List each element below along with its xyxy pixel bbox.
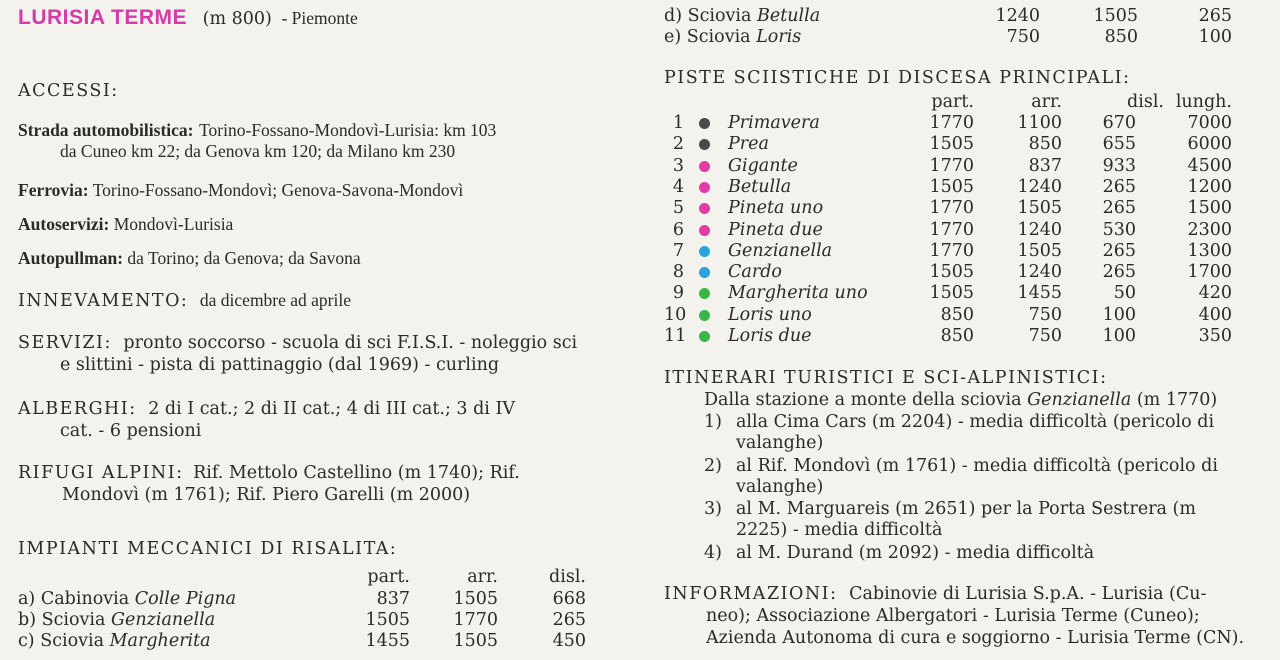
piste-row-arr: 837	[1028, 155, 1062, 176]
itinerari-item-line-1: al M. Marguareis (m 2651) per la Porta Sestrera (m	[736, 499, 1196, 519]
impianti-row-letter: e)	[664, 27, 682, 47]
piste-row-arr: 1455	[1017, 283, 1062, 304]
piste-row-lungh: 350	[1198, 326, 1232, 346]
impianti-row-label	[664, 6, 820, 27]
piste-row-number: 2	[672, 134, 684, 155]
autoservizi-line	[18, 214, 233, 235]
piste-row-lungh: 7000	[1187, 113, 1232, 133]
itinerari-item-number: 3)	[704, 499, 722, 519]
piste-row-part: 1505	[929, 176, 974, 197]
piste-row-lungh: 2300	[1187, 219, 1232, 240]
piste-row-disl: 100	[1102, 326, 1136, 346]
piste-row-lungh: 1300	[1187, 240, 1232, 261]
piste-row-name: Pineta due	[728, 219, 823, 240]
itinerari-intro	[704, 390, 1217, 411]
piste-row-disl: 50	[1113, 283, 1136, 304]
impianti-row-type: Sciovia	[41, 610, 106, 630]
piste-row-part: 1770	[929, 155, 974, 176]
impianti-row-letter: b)	[18, 610, 37, 630]
piste-row-arr: 1100	[1017, 113, 1062, 133]
ferrovia-label: Ferrovia:	[18, 180, 89, 200]
itinerari-item-line-2: valanghe)	[736, 477, 824, 497]
piste-difficulty-dot	[699, 225, 710, 236]
impianti-row-disl: 668	[552, 589, 586, 609]
impianti-col-arr: arr.	[467, 567, 498, 587]
autopullman-label: Autopullman:	[18, 248, 124, 268]
piste-row-name: Loris uno	[728, 304, 812, 325]
piste-col-disl: disl.	[1127, 92, 1164, 112]
piste-difficulty-dot	[699, 310, 710, 321]
piste-row-disl: 265	[1102, 240, 1136, 261]
impianti-row-name: Loris	[756, 27, 802, 47]
piste-row-part: 850	[940, 304, 974, 325]
impianti-heading: IMPIANTI MECCANICI DI RISALITA:	[18, 539, 398, 559]
itinerari-item-number: 2)	[704, 456, 722, 476]
impianti-row-label	[18, 589, 236, 610]
itinerari-item-line-1: alla Cima Cars (m 2204) - media difficoltà (pericolo di	[736, 412, 1215, 432]
piste-row-part: 1505	[929, 262, 974, 283]
impianti-row-type: Sciovia	[40, 631, 105, 651]
piste-row-name: Prea	[728, 134, 769, 155]
piste-difficulty-dot	[699, 161, 710, 172]
informazioni-text-3: Azienda Autonoma di cura e soggiorno - Lurisia Terme (CN).	[706, 628, 1245, 648]
piste-row-name: Margherita uno	[728, 283, 868, 304]
piste-row-disl: 655	[1102, 134, 1136, 155]
impianti-row-name: Colle Pigna	[134, 589, 237, 609]
impianti-row-arr: 1770	[453, 610, 498, 630]
impianti-row-arr: 1505	[453, 631, 498, 651]
piste-row-disl: 933	[1102, 155, 1136, 176]
impianti-row-part: 750	[1006, 27, 1040, 47]
piste-row-arr: 1240	[1017, 176, 1062, 197]
impianti-col-disl: disl.	[549, 567, 586, 587]
itinerari-heading: ITINERARI TURISTICI E SCI-ALPINISTICI:	[664, 368, 1108, 388]
innevamento-text: da dicembre ad aprile	[199, 290, 352, 310]
piste-row-number: 3	[672, 155, 684, 176]
piste-row-number: 9	[672, 283, 684, 304]
piste-row-disl: 265	[1102, 176, 1136, 197]
piste-row-number: 7	[672, 240, 684, 261]
piste-row-arr: 750	[1028, 326, 1062, 346]
impianti-row-arr: 1505	[453, 589, 498, 609]
itinerari-item-number: 1)	[704, 412, 722, 432]
autopullman-text: da Torino; da Genova; da Savona	[127, 248, 361, 268]
altitude: (m 800)	[202, 9, 272, 29]
piste-row-part: 850	[940, 326, 974, 346]
piste-row-lungh: 1200	[1187, 176, 1232, 197]
impianti-row-label	[18, 610, 215, 631]
impianti-row-letter: a)	[18, 589, 36, 609]
piste-row-disl: 530	[1102, 219, 1136, 240]
informazioni-text-2: neo); Associazione Albergatori - Lurisia Terme (Cuneo);	[706, 606, 1200, 626]
piste-row-name: Gigante	[728, 155, 798, 176]
itinerari-intro-name: Genzianella	[1027, 390, 1132, 410]
alberghi-line-1	[18, 399, 515, 420]
piste-difficulty-dot	[699, 267, 710, 278]
rifugi-label: RIFUGI ALPINI:	[18, 463, 184, 483]
piste-heading: PISTE SCIISTICHE DI DISCESA PRINCIPALI:	[664, 68, 1131, 88]
rifugi-line-1	[18, 463, 520, 484]
piste-row-name: Primavera	[728, 113, 820, 133]
piste-row-disl: 670	[1102, 113, 1136, 133]
itinerari-intro-b: (m 1770)	[1136, 390, 1218, 410]
piste-row-lungh: 1700	[1187, 262, 1232, 283]
itinerari-item-line-2: 2225) - media difficoltà	[736, 520, 943, 540]
piste-row-lungh: 420	[1198, 283, 1232, 304]
piste-row-name: Loris due	[728, 326, 812, 346]
piste-row-part: 1770	[929, 240, 974, 261]
itinerari-item-number: 4)	[704, 543, 722, 563]
piste-row-part: 1505	[929, 283, 974, 304]
piste-row-lungh: 1500	[1187, 198, 1232, 219]
piste-difficulty-dot	[699, 203, 710, 214]
piste-row-name: Betulla	[728, 176, 792, 197]
impianti-row-letter: d)	[664, 6, 683, 26]
impianti-row-part: 1505	[365, 610, 410, 630]
impianti-row-letter: c)	[18, 631, 35, 651]
accessi-heading: ACCESSI:	[18, 81, 119, 101]
piste-row-disl: 265	[1102, 198, 1136, 219]
ferrovia-text: Torino-Fossano-Mondovì; Genova-Savona-Mondovì	[92, 180, 464, 200]
innevamento-label: INNEVAMENTO:	[18, 291, 189, 311]
piste-row-arr: 750	[1028, 304, 1062, 325]
piste-row-name: Cardo	[728, 262, 782, 283]
rifugi-text-2: Mondovì (m 1761); Rif. Piero Garelli (m 2000)	[62, 485, 471, 505]
impianti-row-name: Margherita	[109, 631, 211, 651]
piste-row-lungh: 6000	[1187, 134, 1232, 155]
piste-row-number: 11	[664, 326, 687, 346]
piste-row-number: 10	[664, 304, 687, 325]
impianti-row-label	[664, 27, 801, 48]
piste-difficulty-dot	[699, 246, 710, 257]
impianti-row-type: Sciovia	[687, 6, 752, 26]
strada-line-1	[18, 120, 496, 142]
piste-row-name: Genzianella	[728, 240, 833, 261]
impianti-row-disl: 100	[1198, 27, 1232, 47]
itinerari-intro-a: Dalla stazione a monte della sciovia	[704, 390, 1022, 410]
impianti-col-part: part.	[367, 567, 410, 587]
impianti-row-type: Sciovia	[686, 27, 751, 47]
piste-difficulty-dot	[699, 331, 710, 342]
piste-row-lungh: 4500	[1187, 155, 1232, 176]
piste-row-disl: 100	[1102, 304, 1136, 325]
impianti-row-name: Betulla	[757, 6, 821, 26]
piste-col-arr: arr.	[1031, 92, 1062, 112]
impianti-row-disl: 265	[1198, 6, 1232, 26]
servizi-line-1	[18, 333, 577, 354]
header	[18, 7, 358, 30]
piste-row-arr: 1240	[1017, 262, 1062, 283]
informazioni-line-1	[664, 584, 1206, 605]
itinerari-item-line-1: al M. Durand (m 2092) - media difficoltà	[736, 543, 1095, 563]
alberghi-label: ALBERGHI:	[18, 399, 137, 419]
piste-row-part: 1505	[929, 134, 974, 155]
informazioni-text-1: Cabinovie di Lurisia S.p.A. - Lurisia (Cu-	[849, 584, 1207, 604]
servizi-label: SERVIZI:	[18, 333, 112, 353]
piste-row-number: 5	[672, 198, 684, 219]
strada-text-1: Torino-Fossano-Mondovì-Lurisia: km 103	[199, 120, 497, 140]
impianti-row-name: Genzianella	[111, 610, 216, 630]
autoservizi-text: Mondovì-Lurisia	[113, 214, 234, 234]
piste-row-number: 6	[672, 219, 684, 240]
informazioni-label: INFORMAZIONI:	[664, 584, 838, 604]
impianti-row-disl: 450	[552, 631, 586, 651]
piste-row-part: 1770	[929, 113, 974, 133]
impianti-row-part: 1455	[365, 631, 410, 651]
piste-row-name: Pineta uno	[728, 198, 824, 219]
piste-difficulty-dot	[699, 139, 710, 150]
alberghi-text-1: 2 di I cat.; 2 di II cat.; 4 di III cat.; 3 di IV	[148, 399, 516, 419]
itinerari-item-line-2: valanghe)	[736, 433, 824, 453]
piste-col-part: part.	[931, 92, 974, 112]
rifugi-text-1: Rif. Mettolo Castellino (m 1740); Rif.	[193, 463, 520, 483]
piste-row-arr: 1240	[1017, 219, 1062, 240]
piste-row-arr: 1505	[1017, 198, 1062, 219]
impianti-row-arr: 850	[1104, 27, 1138, 47]
autopullman-line	[18, 248, 361, 269]
piste-difficulty-dot	[699, 288, 710, 299]
impianti-row-part: 1240	[995, 6, 1040, 26]
impianti-row-disl: 265	[552, 610, 586, 630]
piste-row-part: 1770	[929, 198, 974, 219]
strada-label: Strada automobilistica:	[18, 120, 194, 140]
alberghi-text-2: cat. - 6 pensioni	[60, 421, 202, 441]
piste-row-disl: 265	[1102, 262, 1136, 283]
piste-row-arr: 850	[1028, 134, 1062, 155]
impianti-row-type: Cabinovia	[40, 589, 130, 609]
strada-text-2: da Cuneo km 22; da Genova km 120; da Milano km 230	[60, 141, 456, 161]
piste-row-number: 1	[672, 113, 684, 133]
impianti-row-arr: 1505	[1093, 6, 1138, 26]
impianti-row-label	[18, 631, 211, 652]
servizi-text-1: pronto soccorso - scuola di sci F.I.S.I. - noleggio sci	[123, 333, 578, 353]
piste-col-lungh: lungh.	[1175, 92, 1232, 112]
servizi-text-2: e slittini - pista di pattinaggio (dal 1969) - curling	[60, 355, 500, 375]
impianti-row-part: 837	[376, 589, 410, 609]
piste-difficulty-dot	[699, 118, 710, 129]
piste-row-arr: 1505	[1017, 240, 1062, 261]
piste-row-part: 1770	[929, 219, 974, 240]
itinerari-item-line-1: al Rif. Mondovì (m 1761) - media difficoltà (pericolo di	[736, 456, 1218, 476]
autoservizi-label: Autoservizi:	[18, 214, 110, 234]
piste-difficulty-dot	[699, 182, 710, 193]
piste-row-lungh: 400	[1198, 304, 1232, 325]
innevamento-line	[18, 290, 351, 312]
ferrovia-line	[18, 180, 463, 201]
piste-row-number: 4	[672, 176, 684, 197]
page-title: LURISIA TERME	[18, 6, 188, 29]
piste-row-number: 8	[672, 262, 684, 283]
region: - Piemonte	[281, 8, 358, 28]
